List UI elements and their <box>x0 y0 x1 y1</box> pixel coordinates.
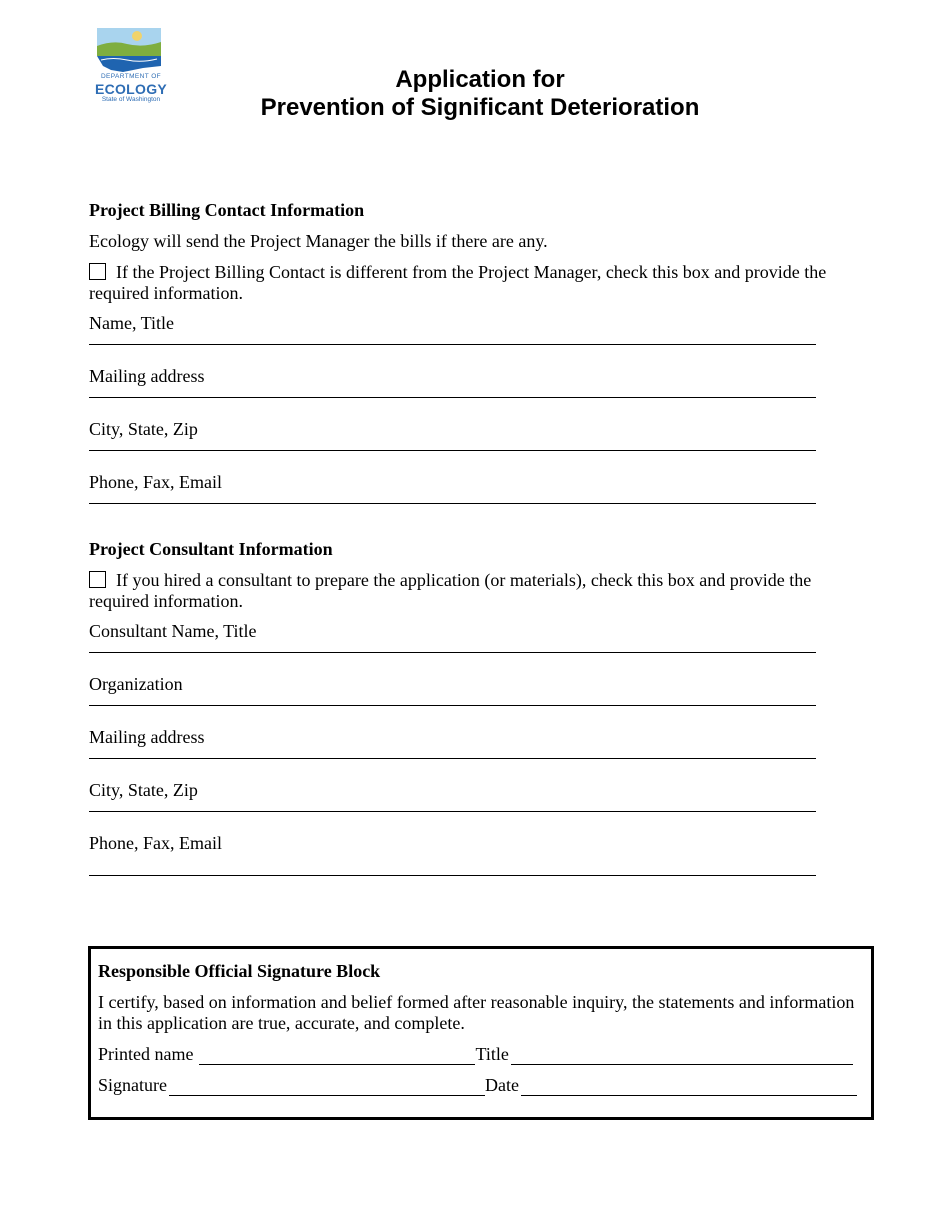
printed-name-input[interactable] <box>199 1047 475 1065</box>
washington-state-icon <box>93 26 165 72</box>
printed-name-label: Printed name <box>98 1044 194 1064</box>
billing-phone-fax-email-input[interactable] <box>89 496 816 504</box>
consultant-heading: Project Consultant Information <box>89 539 333 559</box>
consultant-city-state-zip-input[interactable] <box>89 804 816 812</box>
consultant-name-title-input[interactable] <box>89 645 816 653</box>
consultant-checkbox-text: If you hired a consultant to prepare the application (or materials), check this box and provide the required information. <box>89 570 812 611</box>
ecology-logo <box>93 26 169 112</box>
signature-input[interactable] <box>169 1078 485 1096</box>
billing-city-state-zip-input[interactable] <box>89 443 816 451</box>
date-label: Date <box>485 1075 519 1095</box>
form-content <box>89 200 869 897</box>
billing-field-label: Phone, Fax, Email <box>89 472 222 492</box>
consultant-field-label: Organization <box>89 674 183 694</box>
printed-name-row <box>98 1044 864 1065</box>
billing-check-row <box>89 262 869 304</box>
consultant-field-label: Phone, Fax, Email <box>89 833 222 853</box>
billing-checkbox-text: If the Project Billing Contact is different from the Project Manager, check this box and provide the required information. <box>89 262 827 303</box>
billing-checkbox[interactable] <box>89 263 106 280</box>
consultant-checkbox[interactable] <box>89 571 106 588</box>
billing-mailing-address-input[interactable] <box>89 390 816 398</box>
logo-line-ecology: ECOLOGY <box>94 80 168 97</box>
consultant-phone-fax-email-input[interactable] <box>89 857 816 876</box>
title-line-2: Prevention of Significant Deterioration <box>260 94 700 121</box>
title-label: Title <box>475 1044 509 1064</box>
billing-field-label: Mailing address <box>89 366 205 386</box>
logo-line-state: State of Washington <box>101 95 161 103</box>
signature-certify-text: I certify, based on information and belief formed after reasonable inquiry, the statements and information in this application are true, accurate, and complete. <box>98 992 855 1033</box>
date-input[interactable] <box>521 1078 857 1096</box>
logo-line-department: DEPARTMENT OF <box>100 73 162 80</box>
consultant-field-label: Mailing address <box>89 727 205 747</box>
title-input[interactable] <box>511 1047 853 1065</box>
signature-block <box>88 946 874 1120</box>
consultant-check-row <box>89 570 869 612</box>
consultant-organization-input[interactable] <box>89 698 816 706</box>
billing-note: Ecology will send the Project Manager the bills if there are any. <box>89 231 548 251</box>
consultant-field-label: City, State, Zip <box>89 780 198 800</box>
billing-name-title-input[interactable] <box>89 337 816 345</box>
signature-label: Signature <box>98 1075 167 1095</box>
billing-field-label: City, State, Zip <box>89 419 198 439</box>
page-title <box>200 66 760 122</box>
billing-field-label: Name, Title <box>89 313 175 333</box>
signature-row <box>98 1075 864 1096</box>
billing-heading: Project Billing Contact Information <box>89 200 365 220</box>
title-line-1: Application for <box>395 66 565 93</box>
consultant-field-label: Consultant Name, Title <box>89 621 257 641</box>
consultant-mailing-address-input[interactable] <box>89 751 816 759</box>
signature-heading: Responsible Official Signature Block <box>98 961 381 981</box>
